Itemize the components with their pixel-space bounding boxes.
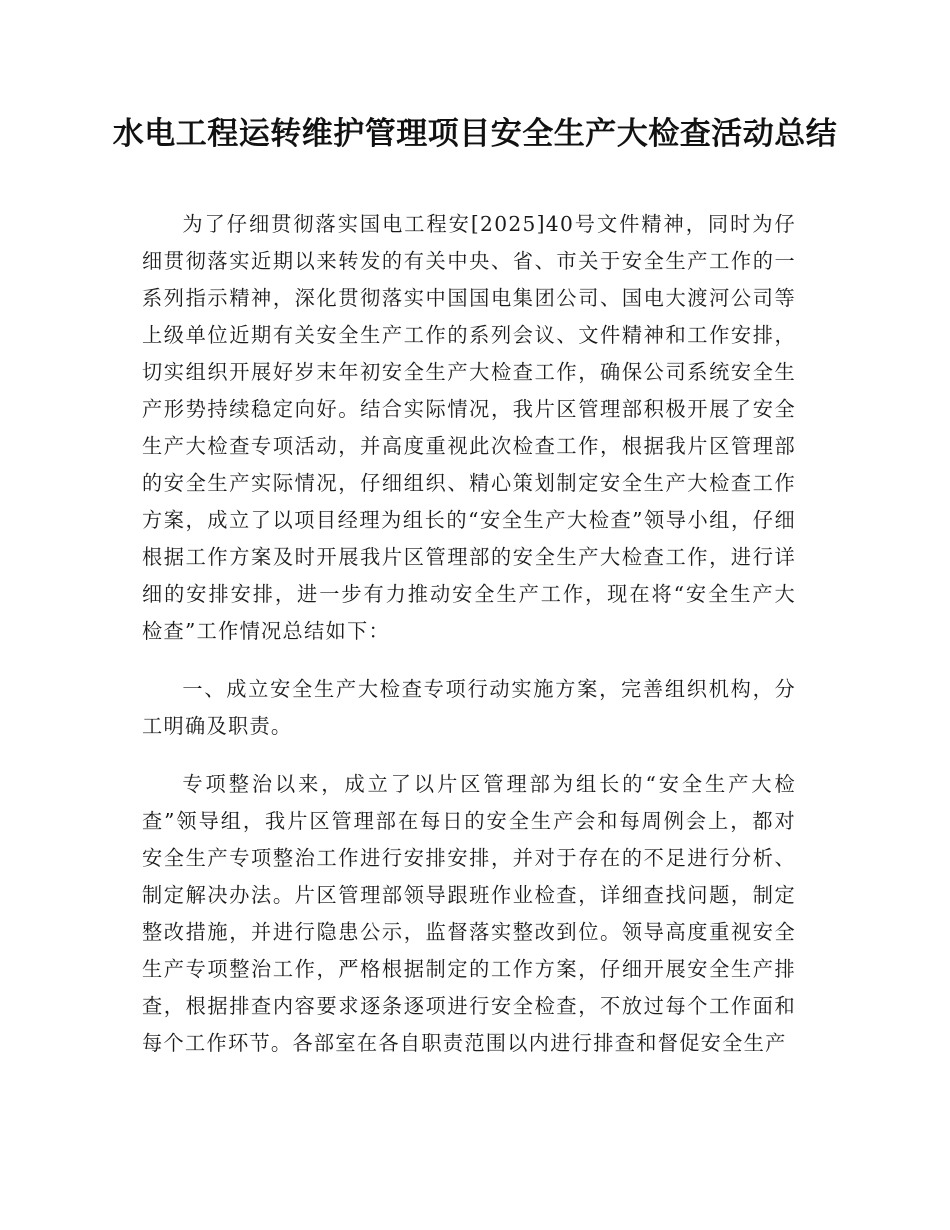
section-heading-1: 一、成立安全生产大检查专项行动实施方案，完善组织机构，分工明确及职责。 bbox=[142, 677, 796, 738]
document-title: 水电工程运转维护管理项目安全生产大检查活动总结 bbox=[112, 116, 838, 152]
section-1-paragraph: 专项整治以来，成立了以片区管理部为组长的“安全生产大检查”领导组，我片区管理部在每日的安全生产会和每周例会上，都对安全生产专项整治工作进行安排安排，并对于存在的不足进行分析、制定解决办法。片区管理部领导跟班作业检查，详细查找问题，制定整改措施，并进行隐患公示，监督落实整改到位。领导高度重视安全生产专项整治工作，严格根据制定的工作方案，仔细开展安全生产排查，根据排查内容要求逐条逐项进行安全检查，不放过每个工作面和每个工作环节。各部室在各自职责范围以内进行排查和督促安全生产 bbox=[142, 772, 796, 1055]
intro-paragraph: 为了仔细贯彻落实国电工程安[2025]40号文件精神，同时为仔细贯彻落实近期以来转发的有关中央、省、市关于安全生产工作的一系列指示精神，深化贯彻落实中国国电集团公司、国电大渡河公司等上级单位近期有关安全生产工作的系列会议、文件精神和工作安排，切实组织开展好岁末年初安全生产大检查工作，确保公司系统安全生产形势持续稳定向好。结合实际情况，我片区管理部积极开展了安全生产大检查专项活动，并高度重视此次检查工作，根据我片区管理部的安全生产实际情况，仔细组织、精心策划制定安全生产大检查工作方案，成立了以项目经理为组长的“安全生产大检查”领导小组，仔细根据工作方案及时开展我片区管理部的安全生产大检查工作，进行详细的安排安排，进一步有力推动安全生产工作，现在将“安全生产大检查”工作情况总结如下： bbox=[142, 212, 796, 643]
document-body bbox=[142, 206, 796, 1062]
